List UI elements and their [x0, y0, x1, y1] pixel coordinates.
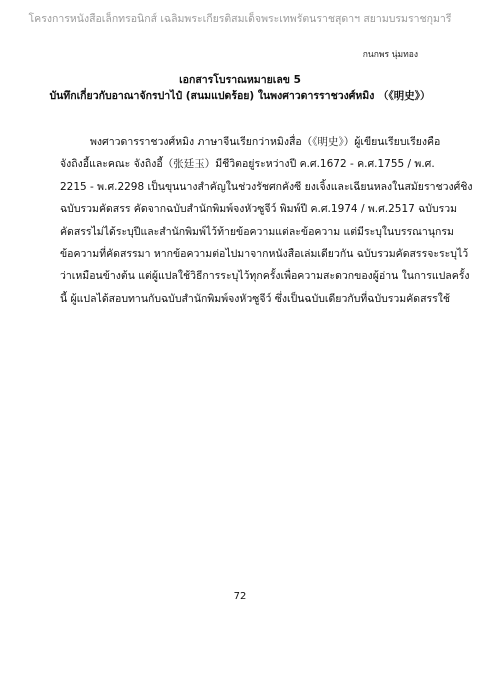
title-block [40, 72, 440, 104]
paragraph-line: คัดสรรไม่ได้ระบุปีและสำนักพิมพ์ไว้ท้ายข้อความแต่ละข้อความ แต่มีระบุในบรรณานุกรม [60, 225, 454, 238]
paragraph-line: ว่าเหมือนข้างต้น แต่ผู้แปลใช้วิธีการระบุไว้ทุกครั้งเพื่อความสะดวกของผู้อ่าน ในการแปลครั้ง [60, 270, 470, 283]
paragraph-line: 2215 - พ.ศ.2298 เป็นขุนนางสำคัญในช่วงรัชศกคังซี ยงเจิ้งและเฉียนหลงในสมัยราชวงศ์ชิง [60, 180, 473, 193]
document-subtitle: บันทึกเกี่ยวกับอาณาจักรปาไป๋ (สนมแปดร้อย) ในพงศาวดารราชวงศ์หมิง （《明史》） [49, 90, 431, 102]
page-number: 72 [233, 591, 247, 602]
document-title: เอกสารโบราณหมายเลข 5 [179, 74, 301, 86]
paragraph-line: จังถิงอี้และคณะ จังถิงอี้（张廷玉）มีชีวิตอยู่ระหว่างปี ค.ศ.1672 - ค.ศ.1755 / พ.ศ. [60, 158, 435, 171]
running-header: โครงการหนังสือเล็กทรอนิกส์ เฉลิมพระเกียรติสมเด็จพระเทพรัตนราชสุดาฯ สยามบรมราชกุมารี [28, 13, 452, 25]
paragraph-line: ข้อความที่คัดสรรมา หากข้อความต่อไปมาจากหนังสือเล่มเดียวกัน ฉบับรวมคัดสรรจะระบุไว้ [60, 248, 469, 261]
author-name: กนกพร นุ่มทอง [362, 50, 418, 60]
paragraph-line: นี้ ผู้แปลได้สอบทานกับฉบับสำนักพิมพ์จงหัวซูจีว์ ซึ่งเป็นฉบับเดียวกับที่ฉบับรวมคัดสรรใช้ [60, 292, 451, 305]
paragraph-line: พงศาวดารราชวงศ์หมิง ภาษาจีนเรียกว่าหมิงสื่อ（《明史》）ผู้เขียนเรียบเรียงคือ [90, 136, 441, 148]
paragraph-line: ฉบับรวมคัดสรร คัดจากฉบับสำนักพิมพ์จงหัวซูจีว์ พิมพ์ปี ค.ศ.1974 / พ.ศ.2517 ฉบับรวม [60, 203, 458, 216]
body-paragraph [60, 131, 473, 310]
